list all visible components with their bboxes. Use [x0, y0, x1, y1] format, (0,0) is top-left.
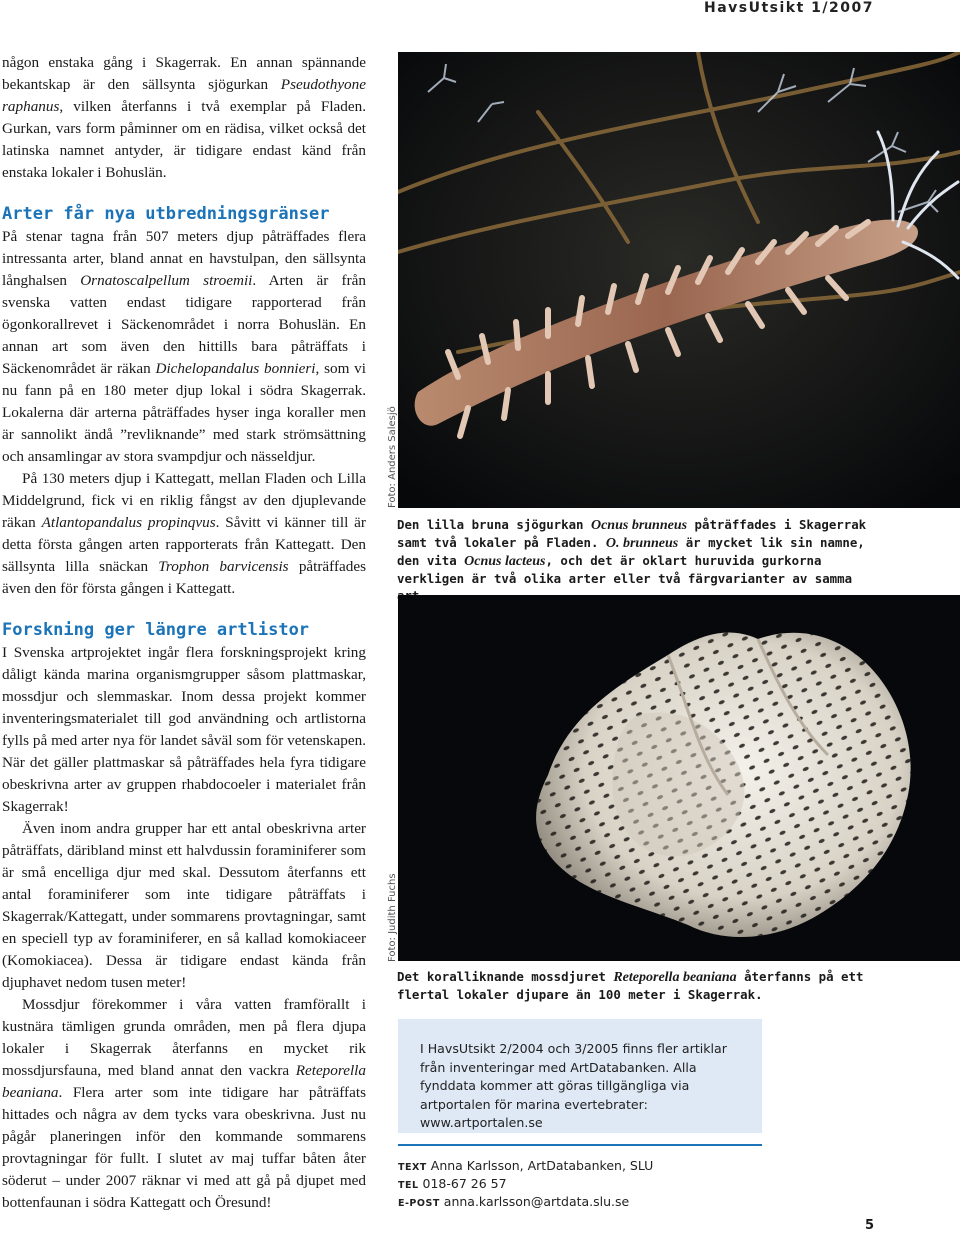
photo-caption: Den lilla bruna sjögurkan Ocnus brunneus påträffades i Skagerrak samt två lokaler på Fladen. O. brunneus är mycket lik sin namne, den vita Ocnus lacteus, och det är oklart huruvida gurkorna verkligen är två olika arter eller två färgvarianter av samma — [397, 517, 867, 586]
photo-caption: Det koralliknande mossdjuret Reteporella beaniana återfanns på ett flertal lokaler djupare än 100 meter i Skagerrak. — [397, 969, 864, 1002]
bryozoan-illustration — [398, 595, 960, 961]
section-heading-utbredning: Arter får nya utbredningsgränser — [2, 204, 330, 224]
body-paragraph: På 130 meters djup i Kattegatt, mellan Fladen och Lilla Middelgrund, fick vi en riklig fångst av den djuplevande räkan Atlantopandalus propinqvus. Såvitt vi känner till är detta första gången arten rapporterats från Kattegatt. Den sällsynta lilla snäckan Trophon barvicensis påträffades även den för första gången i Kattegatt. — [2, 470, 366, 597]
byline-label: TEXT — [398, 1162, 427, 1173]
species-name: Trophon barvicensis — [158, 558, 289, 575]
byline-author: TEXT Anna Karlsson, ArtDatabanken, SLU — [398, 1158, 654, 1173]
body-paragraph: Mossdjur förekommer i våra vatten framförallt i kustnära tämligen grunda områden, men på flera djupa lokaler i Skagerrak återfanns en mycket rik mossdjursfauna, med bland annat den vackra Reteporella beaniana. Flera arter som inte tidigare har påträffats hittades och några av dem tycks vara obeskrivna. Just nu pågår planeringen inför den kommande sommarens provtagningar för fullt. I slutet av maj tuffar båten åter söderut – under 2007 räknar vi med att gå på djupet med bottenfaunan i södra Kattegatt och Öresund! — [2, 996, 366, 1211]
page-number: 5 — [864, 1218, 874, 1233]
species-name: Reteporella beaniana — [613, 970, 737, 985]
species-name: Ocnus brunneus — [590, 518, 688, 533]
species-name: Atlantopandalus propinqvus — [41, 514, 216, 531]
photo-credit: Foto: Judith Fuchs — [387, 873, 398, 962]
species-name: Pseudothyone raphanus — [2, 76, 366, 115]
main-text-column — [2, 52, 366, 1214]
byline-phone: TEL 018-67 26 57 — [398, 1176, 507, 1191]
info-box-text: I HavsUtsikt 2/2004 och 3/2005 finns fler artiklar från inventeringar med ArtDatabanken. Alla fynddata kommer att göras tillgängliga via artportalen för marina evertebrater: www.artportalen.se — [420, 1041, 727, 1130]
body-paragraph: Även inom andra grupper har ett antal obeskrivna arter påträffats, däribland minst ett halvdussin foraminiferer som är små encelliga djur med skal. Dessutom återfanns ett antal foraminiferer som inte tidigare påträffats i Skagerrak/Kattegatt, under sommarens provtagningar, samt en speciell typ av foraminiferer, en så kallad komokiaceer (Komokiacea). Dessa är tidigare endast kända från djuphavet nedom tusen meter! — [2, 820, 366, 991]
photo-bryozoan — [398, 595, 960, 961]
species-name: O. brunneus — [605, 536, 679, 551]
divider — [398, 1144, 762, 1146]
photo-sea-cucumber — [398, 52, 960, 508]
section-heading-artlistor: Forskning ger längre artlistor — [2, 620, 310, 640]
byline-label: TEL — [398, 1180, 419, 1191]
intro-paragraph: någon enstaka gång i Skagerrak. En annan spännande bekantskap är den sällsynta sjögurkan Pseudothyone raphanus, vilken återfanns i två exemplar på Fladen. Gurkan, vars form påminner om en rädisa, vilket också det latinska namnet antyder, är tidigare endast känd från enstaka lokaler i Bohuslän. — [2, 54, 366, 181]
byline-label: E-POST — [398, 1198, 440, 1209]
running-head: HavsUtsikt 1/2007 — [703, 0, 874, 16]
species-name: Reteporella beaniana — [2, 1062, 366, 1101]
byline-email: E-POST anna.karlsson@artdata.slu.se — [398, 1194, 630, 1209]
info-box — [398, 1019, 762, 1133]
species-name: Ocnus lacteus — [464, 554, 546, 569]
sea-cucumber-illustration — [398, 52, 960, 508]
body-paragraph: I Svenska artprojektet ingår flera forskningsprojekt kring dåligt kända marina organismgrupper såsom plattmaskar, mossdjur och slemmaskar. Inom dessa projekt kommer inventeringsmaterialet till god användning och artlistorna fylls på med arter nya för landet såväl som för vetenskapen. När det gäller plattmaskar så påträffades hela fyra tidigare obeskrivna arter av gruppen rhabdocoeler i materialet från Skagerrak! — [2, 644, 366, 815]
species-name: Dichelopandalus bonnieri — [155, 360, 316, 377]
body-paragraph: På stenar tagna från 507 meters djup påträffades flera intressanta arter, bland annat en havstulpan, den sällsynta långhalsen Ornatoscalpellum stroemii. Arten är från svenska vatten endast tidigare rapporterad från ögonkorallrevet i Säckenområdet i norra Bohuslän. En annan art som även den hittills bara påträffats i Säckenområdet är räkan Dichelopandalus bonnieri, som vi nu fann på en 180 meter djup lokal i södra Skagerrak. Lokalerna där arterna påträffades hyser inga koraller men är sannolikt ändå ”revliknande” med stark strömsättning och ansamlingar av stora svampdjur och nässeldjur. — [2, 228, 366, 465]
species-name: Ornatoscalpellum stroemii — [80, 272, 253, 289]
photo-credit: Foto: Anders Salesjö — [387, 406, 398, 508]
